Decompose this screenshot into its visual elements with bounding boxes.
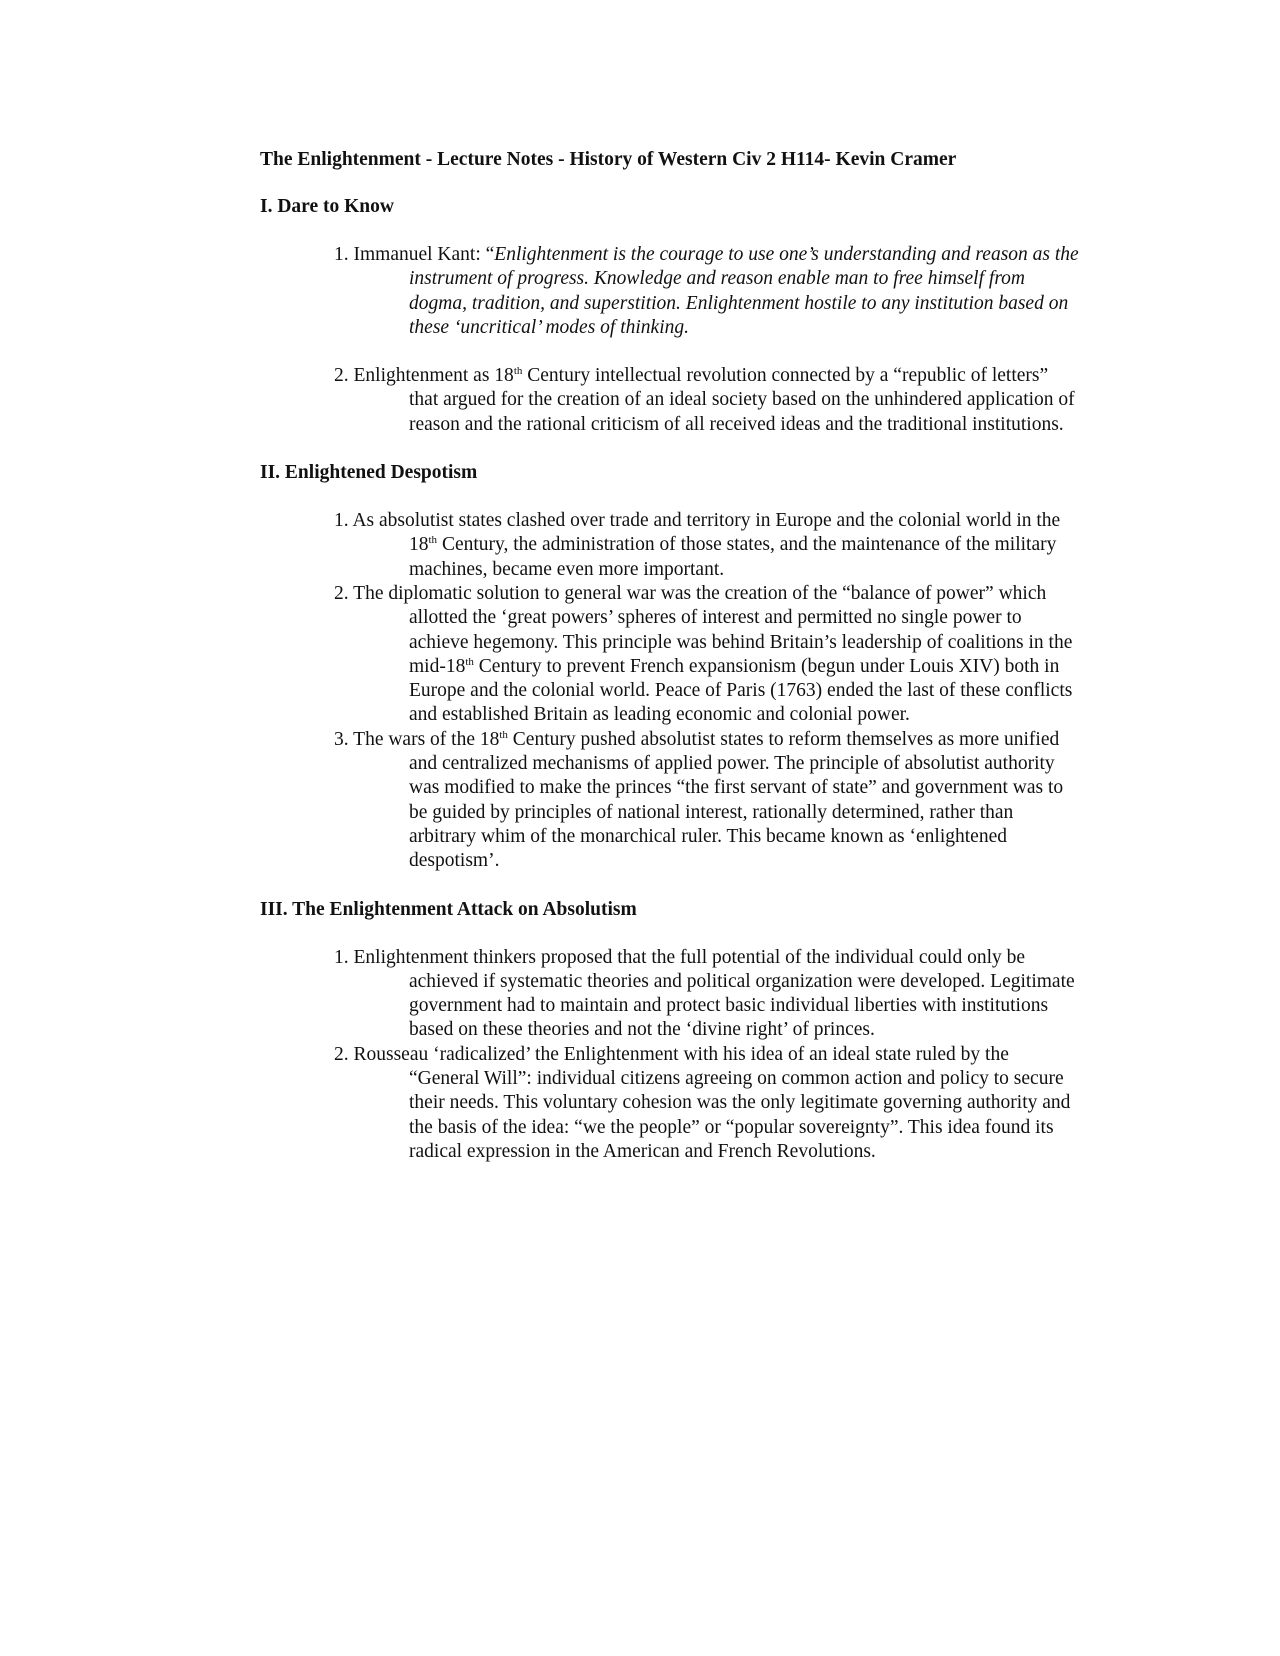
section-enlightened-despotism bbox=[260, 461, 1080, 873]
superscript: th bbox=[428, 534, 438, 547]
document-title: The Enlightenment - Lecture Notes - History of Western Civ 2 H114- Kevin Cramer bbox=[260, 149, 957, 170]
list-item bbox=[260, 728, 1080, 874]
superscript: th bbox=[465, 655, 474, 668]
item-text: Enlightenment thinkers proposed that the full potential of the individual could only be achieved if systematic theories and political organization were developed. Legitimate government had to maintain and protect basic individual liberties with institutions based on these theories and not the ‘divine right’ of princes. bbox=[353, 946, 1075, 1041]
item-text: Century intellectual revolution connected by a “republic of letters” that argued for the creation of an ideal society based on the unhindered application of reason and the rational criticism of all received ideas and the traditional institutions. bbox=[409, 365, 1075, 435]
section-dare-to-know bbox=[260, 195, 1080, 437]
list-item bbox=[260, 243, 1080, 340]
list-item bbox=[260, 364, 1080, 437]
item-text: Century pushed absolutist states to reform themselves as more unified and centralized mechanisms of applied power. The principle of absolutist authority was modified to make the princes “the first servant of state” and government was to be guided by principles of national interest, rationally determined, rather than arbitrary whim of the monarchical ruler. This became known as ‘enlightened despotism’. bbox=[409, 728, 1064, 872]
item-text: The wars of the 18 bbox=[353, 728, 500, 750]
item-text: As absolutist states clashed over trade and territory in Europe and the colonial world in the 18 bbox=[352, 510, 1061, 556]
item-number: 2. bbox=[334, 582, 349, 604]
item-text: The diplomatic solution to general war was the creation of the “balance of power” which allotted the ‘great powers’ spheres of interest and permitted no single power to achieve hegemony. This principle was behind Britain’s leadership of coalitions in the mid-18 bbox=[353, 582, 1073, 677]
item-number: 1. bbox=[334, 244, 349, 265]
list-item bbox=[260, 946, 1080, 1043]
item-number: 1. bbox=[334, 946, 349, 968]
section-list bbox=[260, 946, 1080, 1165]
item-number: 2. bbox=[334, 365, 349, 387]
list-item bbox=[260, 509, 1080, 582]
item-text: Century to prevent French expansionism (begun under Louis XIV) both in Europe and the colonial world. Peace of Paris (1763) ended the last of these conflicts and established Britain as leading economic and colonial power. bbox=[409, 655, 1073, 726]
kant-quote: Enlightenment is the courage to use one’s understanding and reason as the instrument of progress. Knowledge and reason enable man to free himself from dogma, tradition, and superstition. Enlightenment hostile to any institution based on these ‘uncritical’ modes of thinking. bbox=[409, 244, 1079, 338]
section-list bbox=[260, 509, 1080, 873]
item-text: Enlightenment as 18 bbox=[353, 365, 514, 387]
superscript: th bbox=[513, 365, 523, 378]
section-heading: II. Enlightened Despotism bbox=[260, 462, 478, 484]
item-text: Rousseau ‘radicalized’ the Enlightenment with his idea of an ideal state ruled by the “General Will”: individual citizens agreeing on common action and policy to secure their needs. This voluntary cohesion was the only legitimate governing authority and the basis of the idea: “we the people” or “popular sovereignty”. This idea found its radical expression in the American and French Revolutions. bbox=[353, 1043, 1071, 1162]
item-intro: Immanuel Kant: “ bbox=[353, 244, 495, 265]
item-text: Century, the administration of those states, and the maintenance of the military machines, became even more important. bbox=[409, 534, 1057, 580]
item-number: 3. bbox=[334, 728, 349, 750]
list-item bbox=[260, 582, 1080, 728]
section-attack-on-absolutism bbox=[260, 898, 1080, 1165]
item-number: 2. bbox=[334, 1043, 349, 1065]
section-list bbox=[260, 243, 1080, 437]
list-item bbox=[260, 1043, 1080, 1164]
superscript: th bbox=[499, 728, 508, 741]
document-page bbox=[260, 148, 1080, 1188]
section-heading: I. Dare to Know bbox=[260, 196, 394, 217]
item-number: 1. bbox=[334, 510, 349, 532]
section-heading: III. The Enlightenment Attack on Absolutism bbox=[260, 898, 637, 920]
